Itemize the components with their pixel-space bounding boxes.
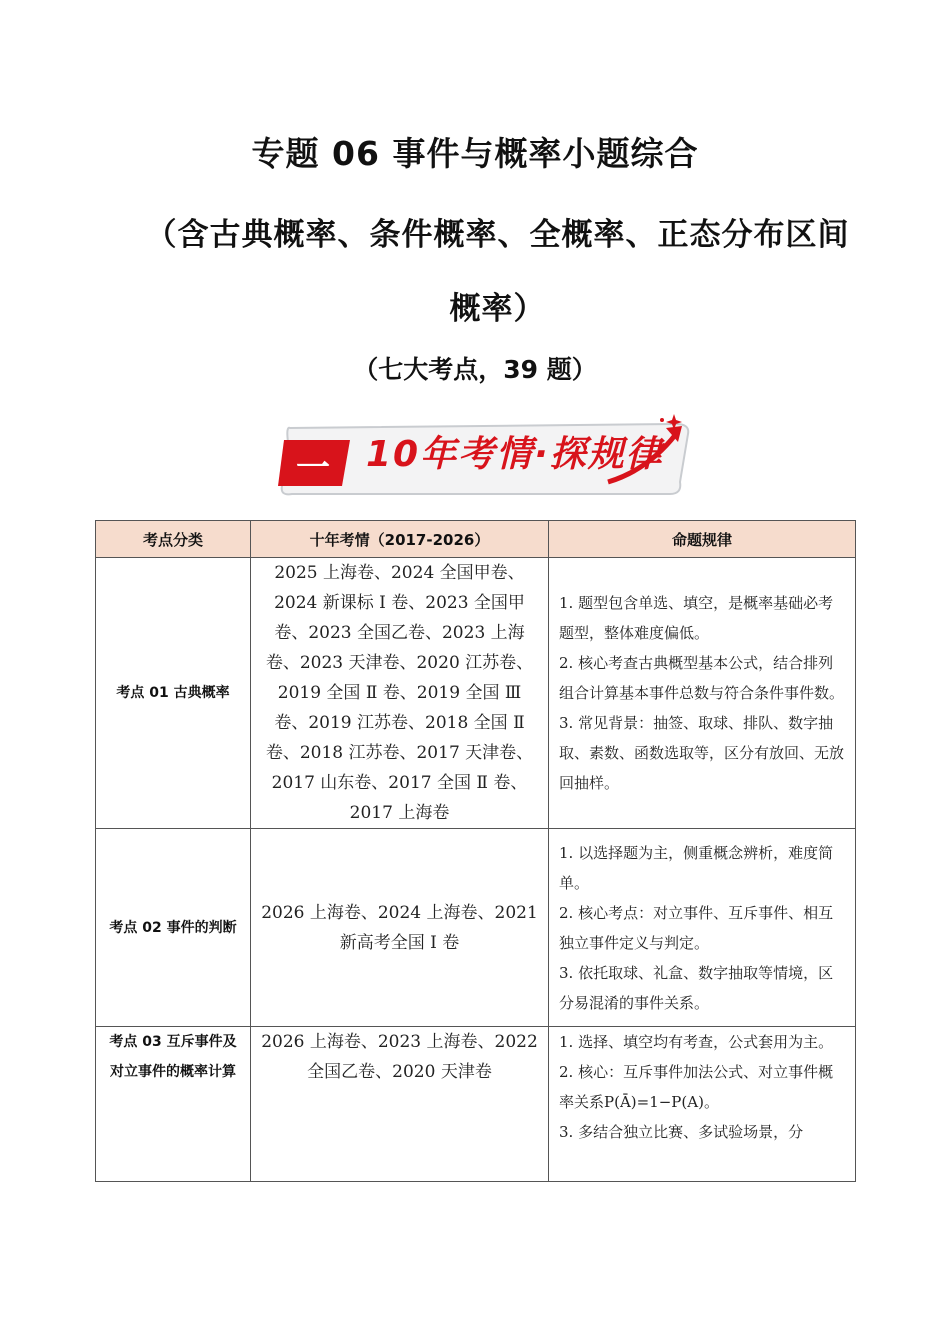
- rules-cell: [549, 1027, 856, 1182]
- rule-item: 3. 常见背景：抽签、取球、排队、数字抽取、素数、函数选取等，区分有放回、无放回抽样。: [559, 714, 845, 792]
- banner-text: 10年考情·探规律: [366, 434, 664, 475]
- years-cell: 2026 上海卷、2024 上海卷、2021 新高考全国 Ⅰ 卷: [251, 829, 549, 1027]
- rule-item: 2. 核心考查古典概型基本公式，结合排列组合计算基本事件总数与符合条件事件数。: [559, 654, 845, 702]
- years-cell: 2026 上海卷、2023 上海卷、2022 全国乙卷、2020 天津卷: [251, 1027, 549, 1182]
- header-topic: 考点分类: [96, 521, 251, 558]
- header-years: 十年考情（2017-2026）: [251, 521, 549, 558]
- years-cell: 2025 上海卷、2024 全国甲卷、2024 新课标 Ⅰ 卷、2023 全国甲卷、2023 全国乙卷、2023 上海卷、2023 天津卷、2020 江苏卷、2019 全国 Ⅱ 卷、2019 全国 Ⅲ 卷、2019 江苏卷、2018 全国 Ⅱ 卷、2018 江苏卷、2017 天津卷、2017 山东卷、2017 全国 Ⅱ 卷、2017 上海卷: [251, 558, 549, 829]
- banner-number: 一: [296, 448, 330, 488]
- rules-clip: [559, 1027, 845, 1177]
- rule-item: 1. 题型包含单选、填空，是概率基础必考题型，整体难度偏低。: [559, 594, 834, 642]
- table-row: [96, 829, 856, 1027]
- rule-item: 3. 依托取球、礼盒、数字抽取等情境，区分易混淆的事件关系。: [559, 963, 834, 1012]
- rule-item: 2. 核心考点：对立事件、互斥事件、相互独立事件定义与判定。: [559, 903, 834, 952]
- exam-analysis-table: [95, 520, 856, 1182]
- table-row: [96, 558, 856, 829]
- table-row: [96, 1027, 856, 1182]
- topic-cell: 考点 03 互斥事件及对立事件的概率计算: [96, 1027, 251, 1182]
- document-subtitle: （含古典概率、条件概率、全概率、正态分布区间概率）: [145, 217, 850, 327]
- question-count: （七大考点，39 题）: [353, 355, 597, 384]
- topic-cell: 考点 02 事件的判断: [96, 829, 251, 1027]
- document-title: 专题 06 事件与概率小题综合: [251, 134, 699, 173]
- header-rules: 命题规律: [549, 521, 856, 558]
- rule-item: 1. 选择、填空均有考查，公式套用为主。: [559, 1033, 834, 1051]
- section-banner: [278, 412, 698, 498]
- rule-item: 3. 多结合独立比赛、多试验场景，分: [559, 1123, 804, 1141]
- rule-item: 1. 以选择题为主，侧重概念辨析，难度简单。: [559, 843, 834, 892]
- table-header-row: [96, 521, 856, 558]
- rules-cell: [549, 558, 856, 829]
- rule-item: 2. 核心：互斥事件加法公式、对立事件概率关系P(Ā)=1−P(A)。: [559, 1063, 834, 1111]
- topic-cell: 考点 01 古典概率: [96, 558, 251, 829]
- rules-cell: [549, 829, 856, 1027]
